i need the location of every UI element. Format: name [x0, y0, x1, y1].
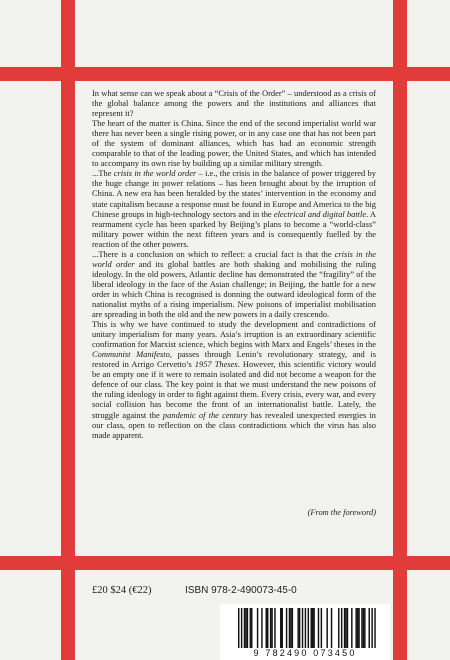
barcode-bar	[341, 608, 342, 648]
barcode-bar	[244, 608, 245, 648]
paragraph-4-text-b: and its global battles are both shaking and mobilising the ruling ideology. In the old powers, Atlantic decline has demonstrated the “fragility” of the liberal ideology in the face of the Asian challenge; in Beijing, the battle for a new order in which China is recognised is donning the outward ideological form of the nationalist myths of a rising imperialism. New poisons of imperialist mobilisation are spreading in both the old and the new powers in a daily crescendo.	[92, 258, 376, 320]
barcode-bar	[369, 608, 370, 648]
barcode-bar	[267, 608, 268, 648]
barcode-bar	[271, 608, 272, 648]
barcode-bar	[297, 608, 298, 648]
barcode-bars	[220, 604, 390, 648]
isbn-label: ISBN 978-2-490073-45-0	[185, 585, 297, 596]
barcode-bar	[245, 608, 246, 648]
paragraph-3-emphasis-a: crisis in the world order	[113, 168, 197, 179]
back-cover-text	[92, 88, 376, 440]
price-isbn-row	[92, 585, 382, 599]
paragraph-3-text-c: . A rearmament cycle has been sparked by Beijing’s plans to become a “world-class” military power within the next fifteen years and is consequently fuelled by the reaction of the other powers.	[92, 208, 376, 249]
barcode-bar	[302, 608, 303, 648]
barcode-bar	[338, 608, 339, 648]
barcode-bar	[371, 608, 372, 648]
paragraph-2	[92, 118, 376, 168]
barcode-bar	[326, 608, 327, 648]
barcode-bar	[241, 608, 242, 648]
paragraph-5-emphasis-b: 1957 Theses	[194, 359, 238, 370]
barcode-bar	[299, 608, 300, 648]
barcode-bar	[251, 608, 252, 648]
barcode-bar	[266, 608, 267, 648]
paragraph-5-text-c: . However, this scientific victory would be an empty one if it were to remain isolated and did not become a weapon for the defence of our class. The key point is that we must understand the new poisons of the ruling ideology in order to fight against them. Every crisis, every war, and every social collision has become the front of an internationalist battle. Lately, the struggle against the	[92, 359, 376, 420]
paragraph-3-text-b: – i.e., the crisis in the balance of power triggered by the huge change in power relations – has been brought about by the irruption of China. A new era has been heralded by the states’ intervention in the economy and state capitalism because a response must be found in Europe and America to the big Chinese groups in high-technology sectors and in the	[92, 168, 376, 219]
barcode-bar	[351, 608, 352, 648]
barcode-bar	[257, 608, 258, 648]
barcode-bar	[308, 608, 309, 648]
paragraph-5-text-d: has revealed unexpected energies in our class, open to reflection on the class contradictions which the virus has also made apparent.	[92, 409, 376, 440]
paragraph-4	[92, 249, 376, 319]
barcode-bar	[274, 608, 275, 648]
barcode-bar	[318, 608, 319, 648]
barcode-bar	[331, 608, 332, 648]
paragraph-4-emphasis: crisis in the world order	[92, 248, 376, 269]
paragraph-2-text: The heart of the matter is China. Since the end of the second imperialist world war there has never been a single rising power, or in any case one that has not been part of the system of dominant alliances, which has had an economic strength comparable to that of the leading power, the United States, and which has intended to accompany its own rise by building up a similar military strength.	[92, 118, 376, 169]
barcode-bar	[374, 608, 375, 648]
barcode-bar	[321, 608, 322, 648]
barcode-bar	[280, 608, 281, 648]
paragraph-5	[92, 319, 376, 440]
barcode-bar	[313, 608, 314, 648]
paragraph-3-emphasis-b: electrical and digital battle	[273, 208, 367, 219]
barcode-bar	[344, 608, 345, 648]
barcode-bar	[238, 608, 239, 648]
price-label: £20 $24 (€22)	[92, 585, 152, 596]
barcode-bar	[290, 608, 291, 648]
barcode-bar	[364, 608, 365, 648]
barcode-bar	[361, 608, 362, 648]
barcode-bar	[358, 608, 359, 648]
paragraph-3	[92, 168, 376, 248]
barcode-bar	[292, 608, 293, 648]
paragraph-1-text: In what sense can we speak about a “Crisis of the Order” – understood as a crisis of the global balance among the powers and the institutions and alliances that represent it?	[92, 88, 376, 119]
barcode-bar	[247, 608, 248, 648]
paragraph-4-text-a: ...There is a conclusion on which to reflect: a crucial fact is that the	[92, 248, 335, 259]
paragraph-5-text-a: This is why we have continued to study the development and contradictions of unitary imperialism for many years. Asia’s irruption is an extraordinary scientific confirmation for Marxist science, which begins with Marx and Engels’ theses in the	[92, 319, 376, 350]
barcode-bar	[270, 608, 271, 648]
barcode-bar	[357, 608, 358, 648]
barcode-bar	[261, 608, 262, 648]
barcode-bar	[347, 608, 348, 648]
barcode-bar	[250, 608, 251, 648]
paragraph-5-emphasis-c: pandemic of the century	[162, 409, 248, 420]
red-horizontal-bar-bottom	[0, 556, 450, 570]
red-horizontal-bar-top	[0, 67, 450, 81]
barcode-bar	[289, 608, 290, 648]
barcode-bar	[312, 608, 313, 648]
paragraph-3-text-a: ...The	[92, 168, 114, 179]
paragraph-1	[92, 88, 376, 118]
barcode-bar	[345, 608, 346, 648]
barcode-bar	[355, 608, 356, 648]
barcode-bar	[305, 608, 306, 648]
barcode-bar	[282, 608, 283, 648]
barcode-digits: 9 782490 073450	[253, 648, 357, 658]
barcode-bar	[311, 608, 312, 648]
barcode-bar	[363, 608, 364, 648]
barcode-bar	[286, 608, 287, 648]
paragraph-5-text-b: , passes through Lenin’s revolutionary strategy, and is restored in Arrigo Cervetto’s	[92, 349, 376, 370]
barcode	[220, 604, 390, 660]
foreword-attribution: (From the foreword)	[307, 508, 376, 517]
paragraph-5-emphasis-a: Communist Manifesto	[92, 349, 170, 360]
